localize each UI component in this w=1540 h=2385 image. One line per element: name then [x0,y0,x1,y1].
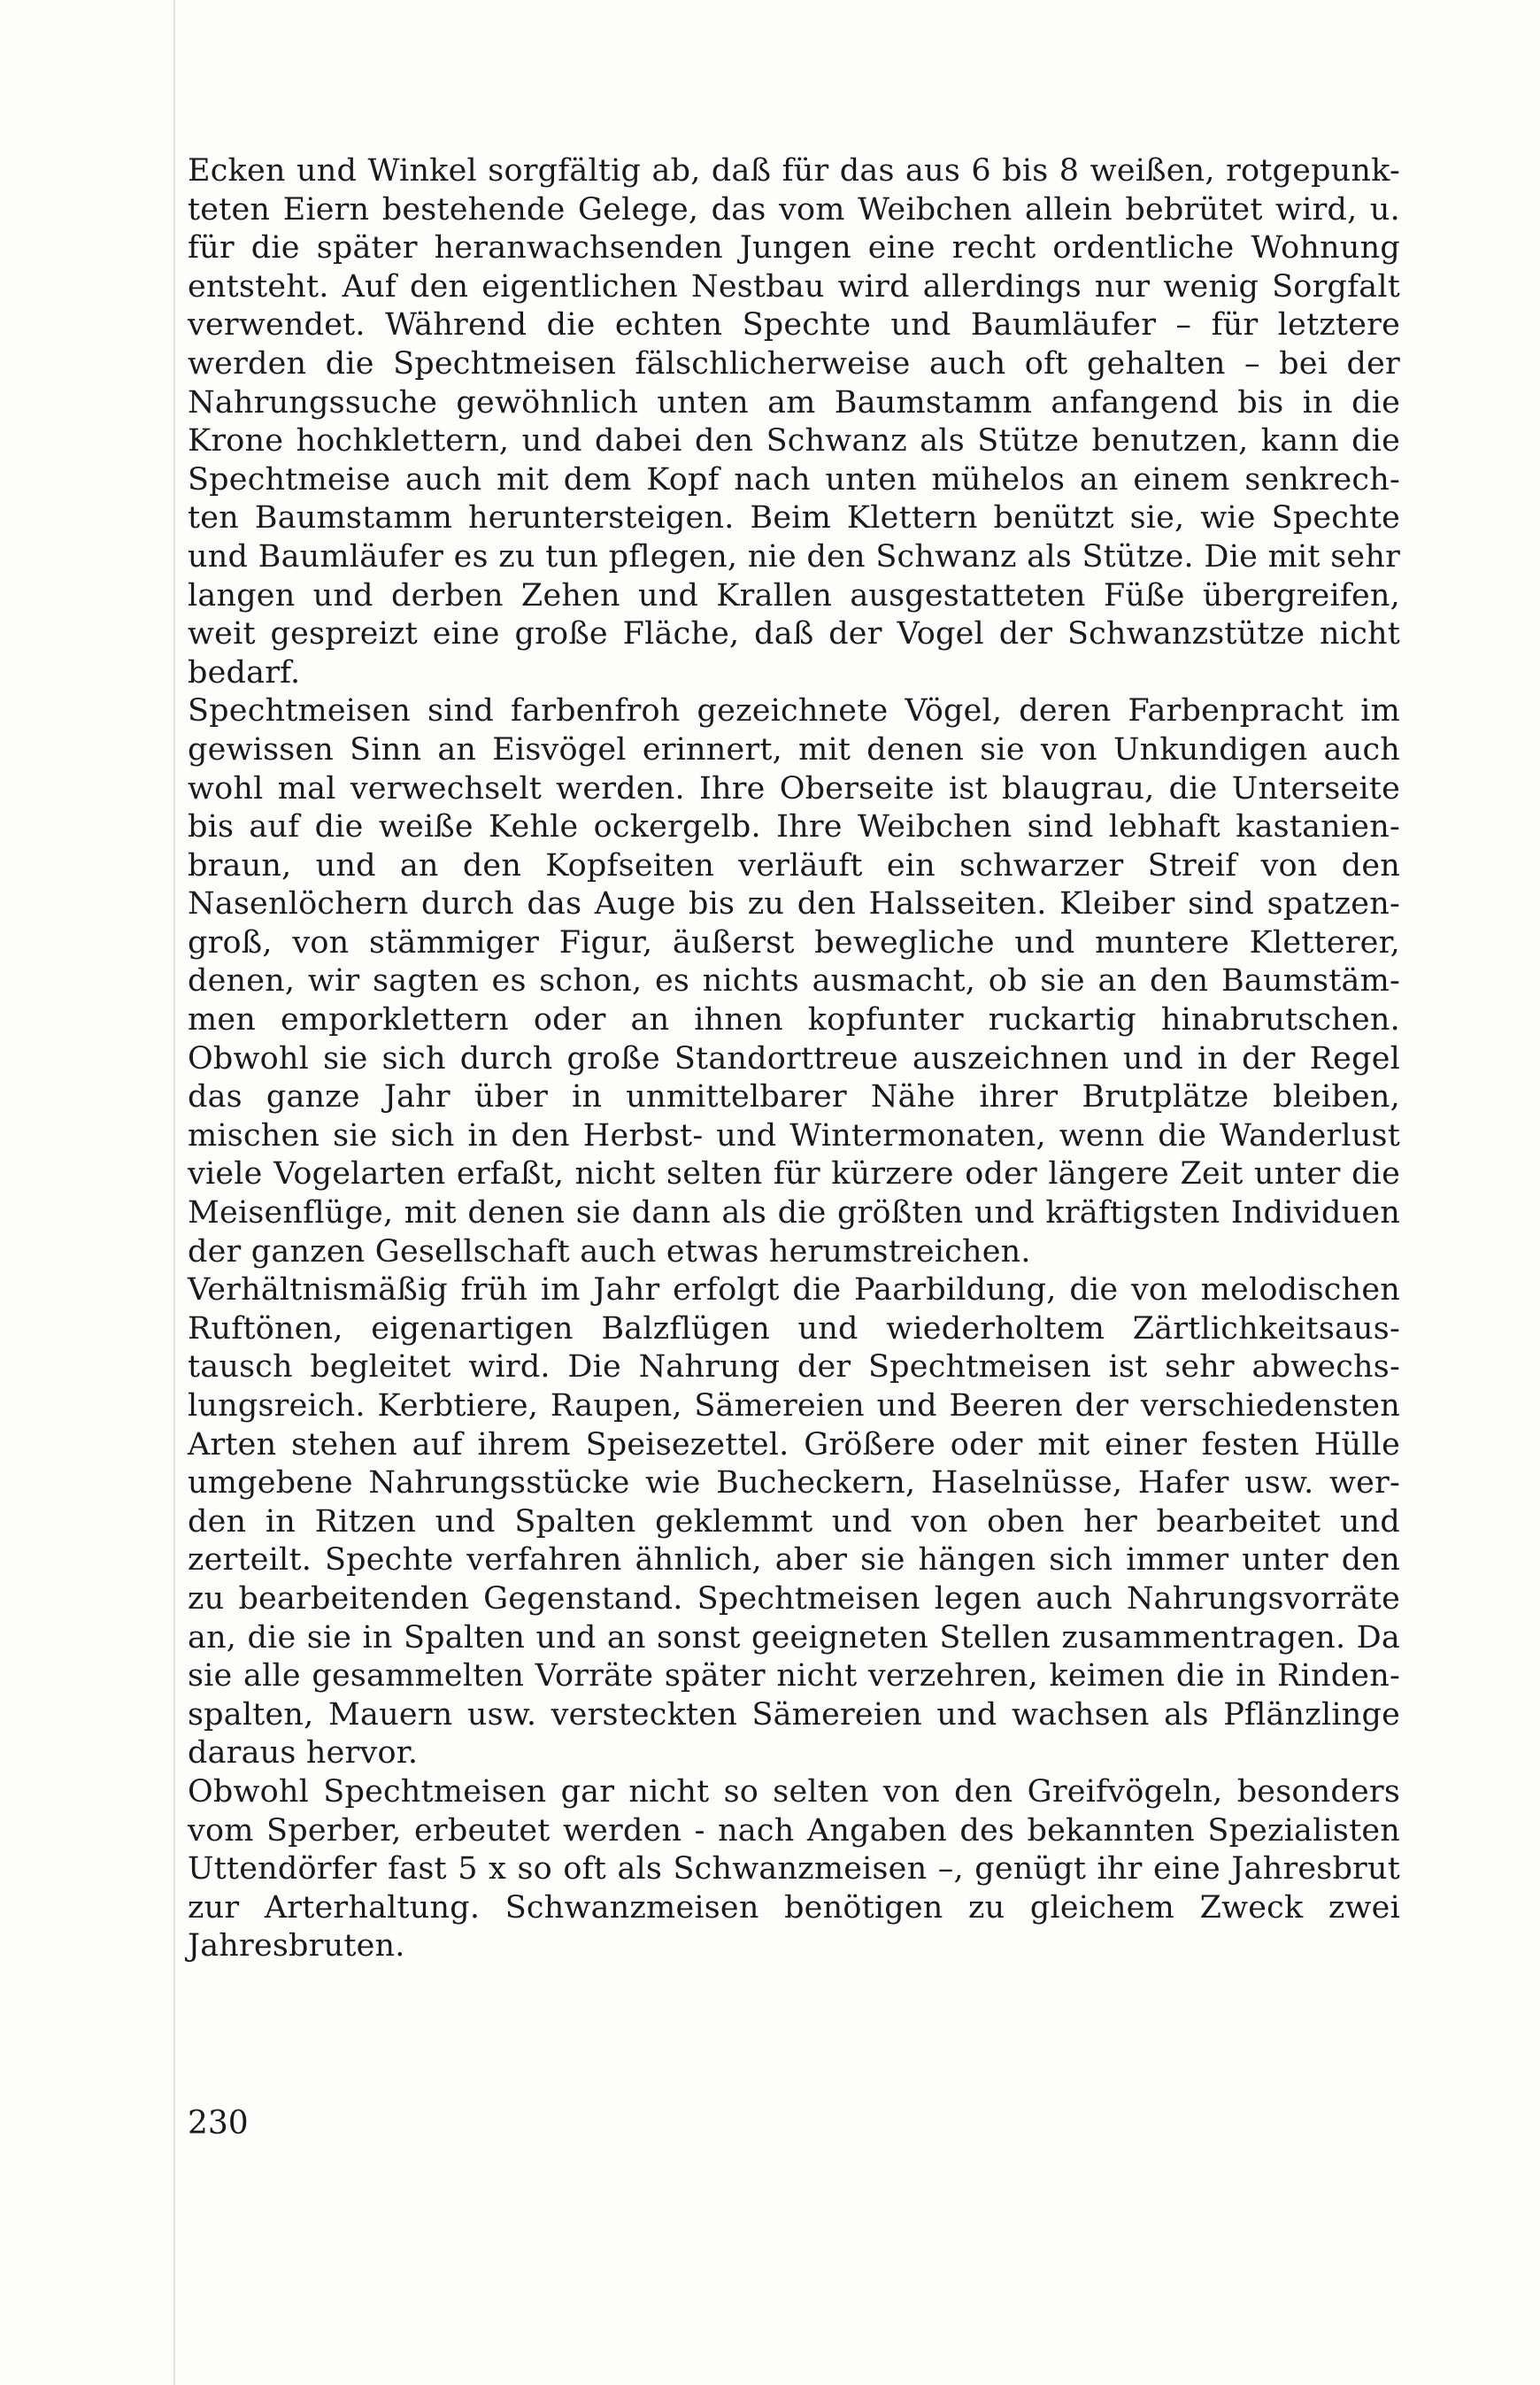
text-line: sie alle gesammelten Vorräte später nicht verzehren, keimen die in Rinden- [188,1658,1400,1694]
text-line: teten Eiern bestehende Gelege, das vom Weibchen allein bebrütet wird, u. [188,191,1400,228]
text-line: Spechtmeise auch mit dem Kopf nach unten mühelos an einem senkrech- [188,461,1400,498]
paragraph [188,1773,1400,1966]
text-line: braun, und an den Kopfseiten verläuft ein schwarzer Streif von den [188,847,1400,884]
text-line: zu bearbeitenden Gegenstand. Spechtmeisen legen auch Nahrungsvorräte [188,1580,1400,1617]
text-line: werden die Spechtmeisen fälschlicherweise auch oft gehalten – bei der [188,345,1400,382]
text-line: Meisenflüge, mit denen sie dann als die größten und kräftigsten Individuen [188,1195,1400,1231]
text-line: men emporklettern oder an ihnen kopfunter ruckartig hinabrutschen. [188,1002,1400,1038]
text-line: zur Arterhaltung. Schwanzmeisen benötigen zu gleichem Zweck zwei [188,1889,1400,1926]
paragraph [188,692,1400,1271]
paragraph [188,1271,1400,1773]
text-line: Arten stehen auf ihrem Speisezettel. Größere oder mit einer festen Hülle [188,1426,1400,1463]
text-line: weit gespreizt eine große Fläche, daß der Vogel der Schwanzstütze nicht [188,616,1400,652]
text-line: mischen sie sich in den Herbst- und Wintermonaten, wenn die Wanderlust [188,1117,1400,1154]
text-line: und Baumläufer es zu tun pflegen, nie den Schwanz als Stütze. Die mit sehr [188,538,1400,575]
paragraph [188,152,1400,692]
text-line: umgebene Nahrungsstücke wie Bucheckern, Haselnüsse, Hafer usw. wer- [188,1465,1400,1501]
text-line: der ganzen Gesellschaft auch etwas herumstreichen. [188,1233,1031,1270]
gutter-divider [173,0,175,2385]
body-text [188,152,1400,1966]
text-line: spalten, Mauern usw. versteckten Sämereien und wachsen als Pflänzlinge [188,1696,1400,1733]
text-line: ten Baumstamm heruntersteigen. Beim Klettern benützt sie, wie Spechte [188,500,1400,536]
text-line: tausch begleitet wird. Die Nahrung der Spechtmeisen ist sehr abwechs- [188,1349,1400,1385]
page-number: 230 [188,2105,249,2142]
text-line: Nasenlöchern durch das Auge bis zu den Halsseiten. Kleiber sind spatzen- [188,886,1400,922]
text-line: lungsreich. Kerbtiere, Raupen, Sämereien und Beeren der verschiedensten [188,1388,1400,1424]
text-line: bis auf die weiße Kehle ockergelb. Ihre Weibchen sind lebhaft kastanien- [188,809,1400,845]
text-line: Verhältnismäßig früh im Jahr erfolgt die Paarbildung, die von melodischen [188,1272,1400,1308]
text-line: bedarf. [188,654,301,691]
text-line: viele Vogelarten erfaßt, nicht selten für kürzere oder längere Zeit unter die [188,1156,1400,1192]
text-line: vom Sperber, erbeutet werden - nach Angaben des bekannten Spezialisten [188,1812,1400,1849]
text-line: denen, wir sagten es schon, es nichts ausmacht, ob sie an den Baumstäm- [188,963,1400,1000]
text-line: Jahresbruten. [188,1928,405,1964]
text-line: verwendet. Während die echten Spechte und Baumläufer – für letztere [188,307,1400,343]
text-line: Spechtmeisen sind farbenfroh gezeichnete Vögel, deren Farbenpracht im [188,693,1400,729]
text-line: Nahrungssuche gewöhnlich unten am Baumstamm anfangend bis in die [188,384,1400,421]
text-line: zerteilt. Spechte verfahren ähnlich, aber sie hängen sich immer unter den [188,1542,1400,1578]
text-line: das ganze Jahr über in unmittelbarer Nähe ihrer Brutplätze bleiben, [188,1079,1400,1115]
text-line: gewissen Sinn an Eisvögel erinnert, mit denen sie von Unkundigen auch [188,731,1400,768]
text-line: an, die sie in Spalten und an sonst geeigneten Stellen zusammentragen. Da [188,1619,1400,1656]
text-line: entsteht. Auf den eigentlichen Nestbau wird allerdings nur wenig Sorgfalt [188,268,1400,305]
text-line: daraus hervor. [188,1735,419,1771]
text-line: Obwohl Spechtmeisen gar nicht so selten von den Greifvögeln, besonders [188,1773,1400,1810]
text-line: den in Ritzen und Spalten geklemmt und von oben her bearbeitet und [188,1503,1400,1540]
text-line: Obwohl sie sich durch große Standorttreue auszeichnen und in der Regel [188,1040,1400,1077]
text-line: Ruftönen, eigenartigen Balzflügen und wiederholtem Zärtlichkeitsaus- [188,1310,1400,1347]
text-line: langen und derben Zehen und Krallen ausgestatteten Füße übergreifen, [188,577,1400,614]
text-line: Uttendörfer fast 5 x so oft als Schwanzmeisen –, genügt ihr eine Jahresbrut [188,1851,1400,1887]
text-line: wohl mal verwechselt werden. Ihre Oberseite ist blaugrau, die Unterseite [188,770,1400,807]
text-line: Ecken und Winkel sorgfältig ab, daß für das aus 6 bis 8 weißen, rotgepunk- [188,153,1400,189]
text-line: groß, von stämmiger Figur, äußerst bewegliche und muntere Kletterer, [188,924,1400,961]
text-line: für die später heranwachsenden Jungen eine recht ordentliche Wohnung [188,230,1400,266]
text-line: Krone hochklettern, und dabei den Schwanz als Stütze benutzen, kann die [188,423,1400,459]
